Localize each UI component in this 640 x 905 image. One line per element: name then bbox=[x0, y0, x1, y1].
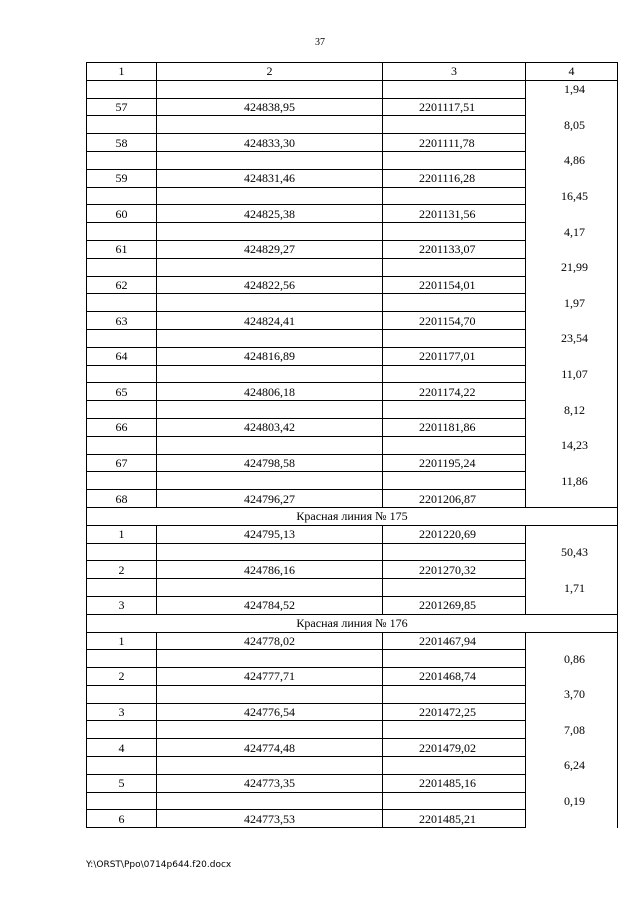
point-number: 2 bbox=[87, 561, 157, 579]
point-number-empty bbox=[87, 258, 157, 276]
point-number-empty bbox=[87, 116, 157, 134]
distance-cell-empty bbox=[526, 98, 618, 116]
coordinate-y: 2201154,70 bbox=[383, 312, 526, 330]
coordinate-y: 2201116,28 bbox=[383, 169, 526, 187]
coordinate-y: 2201269,85 bbox=[383, 596, 526, 614]
point-number-empty bbox=[87, 80, 157, 98]
table-row bbox=[87, 312, 618, 330]
column-header: 2 bbox=[157, 63, 383, 81]
point-number-empty bbox=[87, 579, 157, 597]
coordinate-y-empty bbox=[383, 757, 526, 775]
table-row bbox=[87, 276, 618, 294]
coordinate-y-empty bbox=[383, 258, 526, 276]
segment-length: 8,12 bbox=[526, 401, 618, 419]
coordinate-x: 424822,56 bbox=[157, 276, 383, 294]
coordinate-x-empty bbox=[157, 543, 383, 561]
coordinate-y: 2201174,22 bbox=[383, 383, 526, 401]
segment-length: 3,70 bbox=[526, 685, 618, 703]
coordinate-x: 424773,53 bbox=[157, 810, 383, 828]
coordinate-y-empty bbox=[383, 187, 526, 205]
coordinate-x: 424795,13 bbox=[157, 525, 383, 543]
distance-cell-empty bbox=[526, 276, 618, 294]
coordinate-y: 2201111,78 bbox=[383, 134, 526, 152]
segment-length: 1,94 bbox=[526, 80, 618, 98]
distance-cell-empty bbox=[526, 240, 618, 258]
table-row bbox=[87, 579, 618, 597]
table-row bbox=[87, 703, 618, 721]
table-row bbox=[87, 721, 618, 739]
coordinate-x-empty bbox=[157, 187, 383, 205]
table-row bbox=[87, 169, 618, 187]
distance-cell-empty bbox=[526, 632, 618, 650]
table-row bbox=[87, 418, 618, 436]
table-row bbox=[87, 205, 618, 223]
point-number-empty bbox=[87, 721, 157, 739]
coordinate-x: 424798,58 bbox=[157, 454, 383, 472]
coordinate-y: 2201181,86 bbox=[383, 418, 526, 436]
distance-cell-empty bbox=[526, 774, 618, 792]
segment-length: 1,71 bbox=[526, 579, 618, 597]
coordinate-x: 424803,42 bbox=[157, 418, 383, 436]
point-number: 5 bbox=[87, 774, 157, 792]
coordinate-x: 424824,41 bbox=[157, 312, 383, 330]
coordinate-x: 424829,27 bbox=[157, 240, 383, 258]
coordinate-y: 2201468,74 bbox=[383, 668, 526, 686]
point-number-empty bbox=[87, 401, 157, 419]
column-header: 3 bbox=[383, 63, 526, 81]
table-row bbox=[87, 472, 618, 490]
table-row bbox=[87, 810, 618, 828]
table-row bbox=[87, 151, 618, 169]
coordinate-y-empty bbox=[383, 365, 526, 383]
coordinate-x-empty bbox=[157, 472, 383, 490]
point-number: 1 bbox=[87, 632, 157, 650]
coordinate-x-empty bbox=[157, 80, 383, 98]
distance-cell-empty bbox=[526, 418, 618, 436]
coordinate-x-empty bbox=[157, 436, 383, 454]
segment-length: 4,17 bbox=[526, 223, 618, 241]
coordinate-y-empty bbox=[383, 543, 526, 561]
distance-cell-empty bbox=[526, 205, 618, 223]
coordinate-y-empty bbox=[383, 792, 526, 810]
table-row bbox=[87, 632, 618, 650]
coordinate-x: 424776,54 bbox=[157, 703, 383, 721]
table-row bbox=[87, 223, 618, 241]
table-row bbox=[87, 80, 618, 98]
file-path-footer: Y:\ORST\Ppo\0714p644.f20.docx bbox=[86, 860, 232, 870]
segment-length: 4,86 bbox=[526, 151, 618, 169]
distance-cell-empty bbox=[526, 490, 618, 508]
coordinate-x: 424796,27 bbox=[157, 490, 383, 508]
coordinate-y: 2201270,32 bbox=[383, 561, 526, 579]
coordinate-y-empty bbox=[383, 329, 526, 347]
coordinate-x-empty bbox=[157, 685, 383, 703]
coordinate-y: 2201195,24 bbox=[383, 454, 526, 472]
point-number: 68 bbox=[87, 490, 157, 508]
coordinate-x: 424778,02 bbox=[157, 632, 383, 650]
coordinate-x-empty bbox=[157, 258, 383, 276]
coordinate-y-empty bbox=[383, 151, 526, 169]
segment-length: 8,05 bbox=[526, 116, 618, 134]
page-number: 37 bbox=[315, 37, 325, 48]
point-number: 62 bbox=[87, 276, 157, 294]
coordinate-y-empty bbox=[383, 223, 526, 241]
column-header: 4 bbox=[526, 63, 618, 81]
point-number-empty bbox=[87, 543, 157, 561]
coordinate-x-empty bbox=[157, 365, 383, 383]
coordinate-x-empty bbox=[157, 721, 383, 739]
table-row bbox=[87, 685, 618, 703]
segment-length: 50,43 bbox=[526, 543, 618, 561]
point-number-empty bbox=[87, 792, 157, 810]
distance-cell-empty bbox=[526, 668, 618, 686]
table-row bbox=[87, 436, 618, 454]
segment-length: 7,08 bbox=[526, 721, 618, 739]
point-number-empty bbox=[87, 187, 157, 205]
table-row bbox=[87, 98, 618, 116]
coordinate-x-empty bbox=[157, 151, 383, 169]
point-number: 57 bbox=[87, 98, 157, 116]
distance-cell-empty bbox=[526, 312, 618, 330]
point-number-empty bbox=[87, 436, 157, 454]
point-number-empty bbox=[87, 472, 157, 490]
coordinate-x-empty bbox=[157, 650, 383, 668]
distance-cell-empty bbox=[526, 596, 618, 614]
coordinate-y: 2201467,94 bbox=[383, 632, 526, 650]
coordinate-y: 2201472,25 bbox=[383, 703, 526, 721]
table-row bbox=[87, 525, 618, 543]
coordinate-x-empty bbox=[157, 116, 383, 134]
point-number: 64 bbox=[87, 347, 157, 365]
distance-cell-empty bbox=[526, 347, 618, 365]
point-number: 59 bbox=[87, 169, 157, 187]
coordinate-y: 2201206,87 bbox=[383, 490, 526, 508]
table-row bbox=[87, 668, 618, 686]
point-number: 60 bbox=[87, 205, 157, 223]
coordinate-x: 424774,48 bbox=[157, 739, 383, 757]
coordinate-x: 424784,52 bbox=[157, 596, 383, 614]
table-row bbox=[87, 383, 618, 401]
distance-cell-empty bbox=[526, 383, 618, 401]
table-row bbox=[87, 365, 618, 383]
section-row bbox=[87, 614, 618, 632]
coordinate-y: 2201485,21 bbox=[383, 810, 526, 828]
point-number: 2 bbox=[87, 668, 157, 686]
point-number-empty bbox=[87, 685, 157, 703]
coordinate-y-empty bbox=[383, 294, 526, 312]
table-row bbox=[87, 561, 618, 579]
point-number: 1 bbox=[87, 525, 157, 543]
coordinate-x-empty bbox=[157, 329, 383, 347]
point-number-empty bbox=[87, 757, 157, 775]
coordinate-x: 424838,95 bbox=[157, 98, 383, 116]
coordinate-y-empty bbox=[383, 116, 526, 134]
coordinate-y: 2201117,51 bbox=[383, 98, 526, 116]
distance-cell-empty bbox=[526, 810, 618, 828]
coordinate-x: 424777,71 bbox=[157, 668, 383, 686]
coordinate-y-empty bbox=[383, 685, 526, 703]
coordinate-y-empty bbox=[383, 80, 526, 98]
coordinate-y: 2201220,69 bbox=[383, 525, 526, 543]
point-number-empty bbox=[87, 151, 157, 169]
coordinate-y-empty bbox=[383, 401, 526, 419]
distance-cell-empty bbox=[526, 134, 618, 152]
table-header-row bbox=[87, 63, 618, 81]
table-row bbox=[87, 596, 618, 614]
table-row bbox=[87, 134, 618, 152]
point-number: 67 bbox=[87, 454, 157, 472]
table-row bbox=[87, 329, 618, 347]
distance-cell-empty bbox=[526, 454, 618, 472]
segment-length: 0,86 bbox=[526, 650, 618, 668]
coordinate-x: 424833,30 bbox=[157, 134, 383, 152]
coordinate-x-empty bbox=[157, 792, 383, 810]
coordinate-y-empty bbox=[383, 472, 526, 490]
coordinate-y: 2201154,01 bbox=[383, 276, 526, 294]
point-number: 61 bbox=[87, 240, 157, 258]
point-number: 66 bbox=[87, 418, 157, 436]
coordinate-x-empty bbox=[157, 757, 383, 775]
coordinate-y: 2201131,56 bbox=[383, 205, 526, 223]
table-row bbox=[87, 294, 618, 312]
coordinate-x-empty bbox=[157, 294, 383, 312]
table-row bbox=[87, 739, 618, 757]
table-row bbox=[87, 347, 618, 365]
coordinate-x: 424825,38 bbox=[157, 205, 383, 223]
segment-length: 1,97 bbox=[526, 294, 618, 312]
point-number: 6 bbox=[87, 810, 157, 828]
point-number-empty bbox=[87, 329, 157, 347]
coordinate-x-empty bbox=[157, 579, 383, 597]
table-row bbox=[87, 490, 618, 508]
coordinate-x-empty bbox=[157, 223, 383, 241]
table-row bbox=[87, 401, 618, 419]
coordinate-x: 424831,46 bbox=[157, 169, 383, 187]
coordinate-y-empty bbox=[383, 721, 526, 739]
distance-cell-empty bbox=[526, 169, 618, 187]
point-number: 3 bbox=[87, 703, 157, 721]
segment-length: 6,24 bbox=[526, 757, 618, 775]
segment-length: 11,86 bbox=[526, 472, 618, 490]
table-row bbox=[87, 650, 618, 668]
table-row bbox=[87, 454, 618, 472]
coordinate-x: 424786,16 bbox=[157, 561, 383, 579]
point-number-empty bbox=[87, 223, 157, 241]
table-row bbox=[87, 258, 618, 276]
coordinate-x-empty bbox=[157, 401, 383, 419]
segment-length: 21,99 bbox=[526, 258, 618, 276]
point-number-empty bbox=[87, 650, 157, 668]
table-row bbox=[87, 116, 618, 134]
section-title: Красная линия № 176 bbox=[87, 614, 618, 632]
table-row bbox=[87, 774, 618, 792]
coordinate-x: 424773,35 bbox=[157, 774, 383, 792]
segment-length: 11,07 bbox=[526, 365, 618, 383]
point-number: 3 bbox=[87, 596, 157, 614]
coordinate-x: 424816,89 bbox=[157, 347, 383, 365]
point-number: 58 bbox=[87, 134, 157, 152]
coordinate-y-empty bbox=[383, 650, 526, 668]
distance-cell-empty bbox=[526, 525, 618, 543]
distance-cell-empty bbox=[526, 703, 618, 721]
section-title: Красная линия № 175 bbox=[87, 507, 618, 525]
segment-length: 0,19 bbox=[526, 792, 618, 810]
coordinate-y: 2201133,07 bbox=[383, 240, 526, 258]
point-number: 65 bbox=[87, 383, 157, 401]
point-number-empty bbox=[87, 294, 157, 312]
distance-cell-empty bbox=[526, 561, 618, 579]
coordinate-y: 2201485,16 bbox=[383, 774, 526, 792]
segment-length: 14,23 bbox=[526, 436, 618, 454]
coordinates-table bbox=[86, 62, 618, 828]
segment-length: 23,54 bbox=[526, 329, 618, 347]
table-row bbox=[87, 187, 618, 205]
point-number: 63 bbox=[87, 312, 157, 330]
section-row bbox=[87, 507, 618, 525]
coordinate-y: 2201177,01 bbox=[383, 347, 526, 365]
table-row bbox=[87, 757, 618, 775]
point-number-empty bbox=[87, 365, 157, 383]
column-header: 1 bbox=[87, 63, 157, 81]
table-row bbox=[87, 792, 618, 810]
segment-length: 16,45 bbox=[526, 187, 618, 205]
coordinate-x: 424806,18 bbox=[157, 383, 383, 401]
coordinate-y-empty bbox=[383, 436, 526, 454]
distance-cell-empty bbox=[526, 739, 618, 757]
coordinate-y: 2201479,02 bbox=[383, 739, 526, 757]
table-row bbox=[87, 240, 618, 258]
point-number: 4 bbox=[87, 739, 157, 757]
table-row bbox=[87, 543, 618, 561]
coordinate-y-empty bbox=[383, 579, 526, 597]
